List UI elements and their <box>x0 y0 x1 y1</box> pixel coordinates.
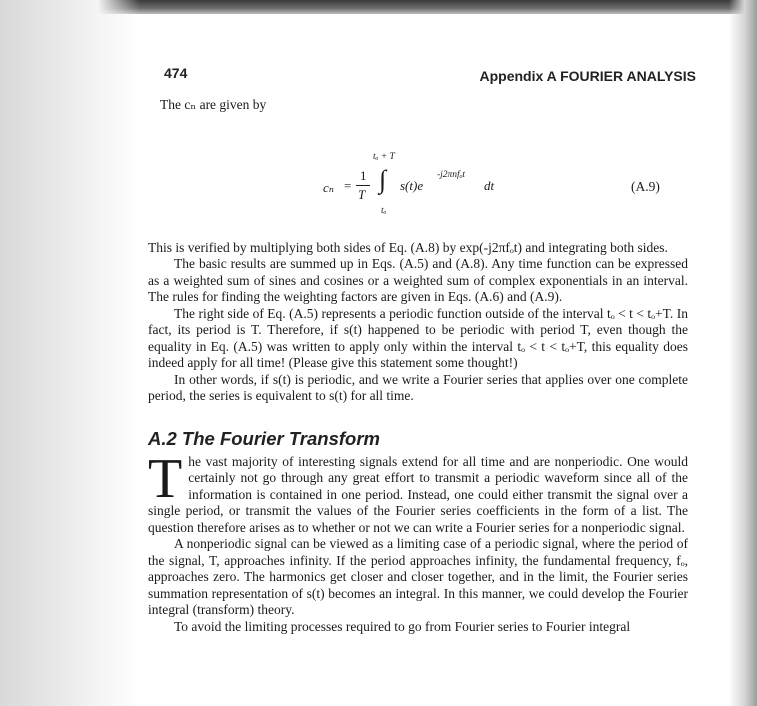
eq-differential: dt <box>484 177 495 193</box>
paragraph-body: he vast majority of interesting signals extend for all time and are nonperiodic. One would certainly not go through any great effort to transmit a periodic waveform since all of the information is contained in one period. Instead, one could either transmit the signal over a single period, or transmit the values of the Fourier series coefficients in the form of a list. The question therefore arises as to whether or not we can write a Fourier series for a nonperiodic signal. <box>148 453 688 535</box>
intro-line: The cₙ are given by <box>160 97 267 112</box>
running-head: Appendix A FOURIER ANALYSIS <box>479 68 696 84</box>
page-number: 474 <box>164 65 188 81</box>
paragraph-nonperiodic: A nonperiodic signal can be viewed as a limiting case of a periodic signal, where the period of the signal, T, approaches infinity. If the period approaches infinity, the fundamental frequency, fₒ, approaches zero. The harmonics get closer and closer together, and in the limit, the Fourier series summation representation of s(t) becomes an integral. In this manner, we could develop the Fourier integral (transform) theory. <box>148 536 688 617</box>
eq-lhs: cₙ <box>323 179 335 195</box>
paragraph-fourier-transform-intro <box>148 447 688 537</box>
paragraph-verification: This is verified by multiplying both sides of Eq. (A.8) by exp(-j2πfₒt) and integrating both sides. <box>148 239 668 255</box>
eq-fraction-bar <box>356 185 370 186</box>
equation-a9 <box>148 122 688 240</box>
eq-fraction-numerator: 1 <box>360 167 367 183</box>
paragraph-cut-off: To avoid the limiting processes required to go from Fourier series to Fourier integral <box>174 618 631 634</box>
eq-integrand: s(t)e <box>400 177 424 193</box>
equation-number: (A.9) <box>631 178 660 194</box>
paragraph-basic-results: The basic results are summed up in Eqs. (A.5) and (A.8). Any time function can be expressed as a weighted sum of sines and cosines or a weighted sum of complex exponentials in an interval. The rules for finding the weighting factors are given in Eqs. (A.6) and (A.9). <box>148 256 688 304</box>
drop-cap: T <box>148 447 183 510</box>
integral-sign: ∫ <box>379 164 387 194</box>
eq-lower-limit: tₒ <box>381 205 387 216</box>
page-header <box>148 58 696 84</box>
book-page <box>148 58 696 635</box>
book-spine-shadow <box>0 0 140 706</box>
page-edge-shadow <box>729 0 757 706</box>
eq-exponent: -j2πnfₒt <box>437 169 466 180</box>
eq-fraction-denominator: T <box>358 186 366 202</box>
paragraph-periodic-function: The right side of Eq. (A.5) represents a periodic function outside of the interval tₒ < t < tₒ+T. In fact, its period is T. Therefore, if s(t) happened to be periodic with period T, even though the equality in Eq. (A.5) was written to apply only within the interval tₒ < t < tₒ+T, this equality does indeed apply for all time! (Please give this statement some thought!) <box>148 305 688 370</box>
section-heading: A.2 The Fourier Transform <box>148 427 380 449</box>
eq-upper-limit: tₒ + T <box>373 151 395 162</box>
paragraph-other-words: In other words, if s(t) is periodic, and we write a Fourier series that applies over one complete period, the series is equivalent to s(t) for all time. <box>148 371 688 403</box>
eq-equals: = <box>344 177 352 193</box>
